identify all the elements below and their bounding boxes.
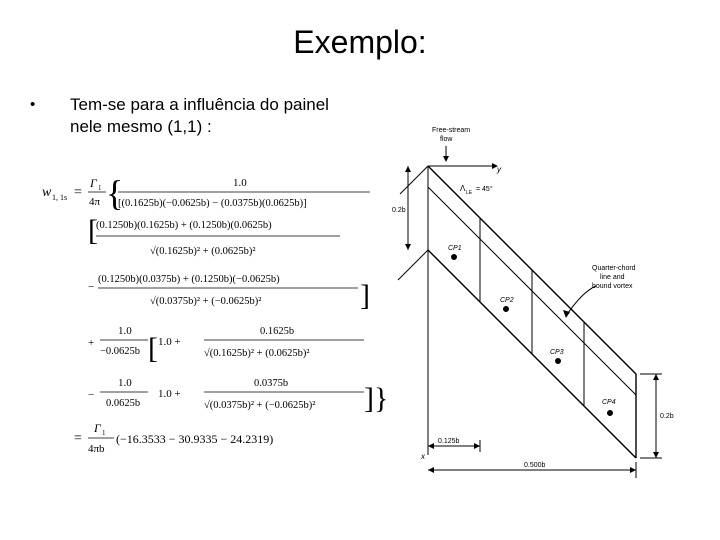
eq-gamma-2: Γ xyxy=(94,421,101,435)
dim-0500-arrow-right xyxy=(630,467,636,473)
cp4-label: CP4 xyxy=(602,399,616,406)
eq-four-pi: 4π xyxy=(89,196,101,208)
freestream-label-1: Free-stream xyxy=(432,127,471,134)
eq-plus-4: + xyxy=(88,337,95,349)
y-axis-label: y xyxy=(497,165,501,174)
eq-term5-one: 1.0 xyxy=(118,377,132,389)
eq-term3-num: (0.1250b)(0.0375b) + (0.1250b)(−0.0625b) xyxy=(98,274,280,285)
eq-term1-den: [(0.1625b)(−0.0625b) − (0.0375b)(0.0625b)] xyxy=(118,198,307,209)
dim-0500b-label: 0.500b xyxy=(524,462,546,469)
eq-term3-den: √(0.0375b)² + (−0.0625b)² xyxy=(150,296,262,307)
control-point-3 xyxy=(556,359,561,364)
dim-left-arrow-top xyxy=(405,166,411,172)
eq-term4-one: 1.0 xyxy=(118,325,132,337)
quarter-chord-label-2: line and xyxy=(600,274,625,281)
eq-equals-1: = xyxy=(74,185,82,200)
eq-term1-num: 1.0 xyxy=(233,177,247,189)
vortex-left-2 xyxy=(398,250,428,280)
eq-gamma-1: Γ xyxy=(90,176,97,190)
cp2-label: CP2 xyxy=(500,297,514,304)
dim-right-arrow-bottom xyxy=(653,452,659,458)
eq-lhs-sub: 1, 1s xyxy=(52,193,68,202)
eq-term4-num: 0.1625b xyxy=(260,326,295,337)
eq-lhs-w: w xyxy=(42,185,52,200)
control-point-1 xyxy=(452,255,457,260)
quarter-chord-label-3: bound vortex xyxy=(592,283,633,290)
eq-term5-den2: √(0.0375b)² + (−0.0625b)² xyxy=(204,400,316,411)
dim-02b-left-label: 0.2b xyxy=(392,207,406,214)
bullet-line-1: Tem-se para a influência do painel xyxy=(70,95,329,114)
eq-term4-den2: √(0.1625b)² + (0.0625b)² xyxy=(204,348,310,359)
cp3-label: CP3 xyxy=(550,349,564,356)
eq-gamma-sub-2: 1 xyxy=(102,429,106,437)
bullet-line-2: nele mesmo (1,1) : xyxy=(70,117,212,136)
eq-term5-den: 0.0625b xyxy=(106,398,141,409)
sweep-sub: LE xyxy=(466,190,473,196)
eq-term5-oneplus: 1.0 + xyxy=(158,388,181,400)
vortex-left-1 xyxy=(400,166,428,194)
dim-left-arrow-bottom xyxy=(405,244,411,250)
dim-right-arrow-top xyxy=(653,374,659,380)
eq-open-bracket-2: [ xyxy=(88,214,98,247)
eq-term4-oneplus: 1.0 + xyxy=(158,336,181,348)
eq-equals-2: = xyxy=(74,431,82,446)
control-point-4 xyxy=(608,411,613,416)
eq-close-brace: ]} xyxy=(364,382,389,415)
dim-0125-arrow-right xyxy=(474,443,480,449)
eq-four-pi-b: 4πb xyxy=(88,443,105,455)
sweep-label: Λ xyxy=(460,184,466,193)
eq-term4-den: −0.0625b xyxy=(100,346,141,357)
eq-term5-num: 0.0375b xyxy=(254,378,289,389)
dim-0125-arrow-left xyxy=(428,443,434,449)
sweep-value: = 45° xyxy=(476,186,493,193)
control-point-2 xyxy=(504,307,509,312)
eq-minus-3: − xyxy=(88,281,95,293)
eq-gamma-sub-1: 1 xyxy=(98,184,102,192)
dim-0500-arrow-left xyxy=(428,467,434,473)
bullet-marker: • xyxy=(30,96,36,113)
dim-0125b-label: 0.125b xyxy=(438,438,460,445)
eq-result: (−16.3533 − 30.9335 − 24.2319) xyxy=(116,432,274,446)
freestream-arrow-head xyxy=(443,156,449,162)
quarter-chord-pointer xyxy=(566,286,596,316)
eq-open-brace: { xyxy=(106,173,124,213)
cp1-label: CP1 xyxy=(448,245,462,252)
eq-term2-num: (0.1250b)(0.1625b) + (0.1250b)(0.0625b) xyxy=(96,220,272,231)
dim-02b-right-label: 0.2b xyxy=(660,413,674,420)
eq-term2-den: √(0.1625b)² + (0.0625b)² xyxy=(150,246,256,257)
x-axis-label: x xyxy=(421,452,425,461)
eq-minus-5: − xyxy=(88,389,95,401)
eq-close-bracket-3: ] xyxy=(360,279,370,312)
freestream-label-2: flow xyxy=(440,136,453,143)
eq-open-bracket-4: [ xyxy=(148,332,158,365)
quarter-chord-label-1: Quarter-chord xyxy=(592,265,636,272)
slide-title: Exemplo: xyxy=(293,24,427,60)
